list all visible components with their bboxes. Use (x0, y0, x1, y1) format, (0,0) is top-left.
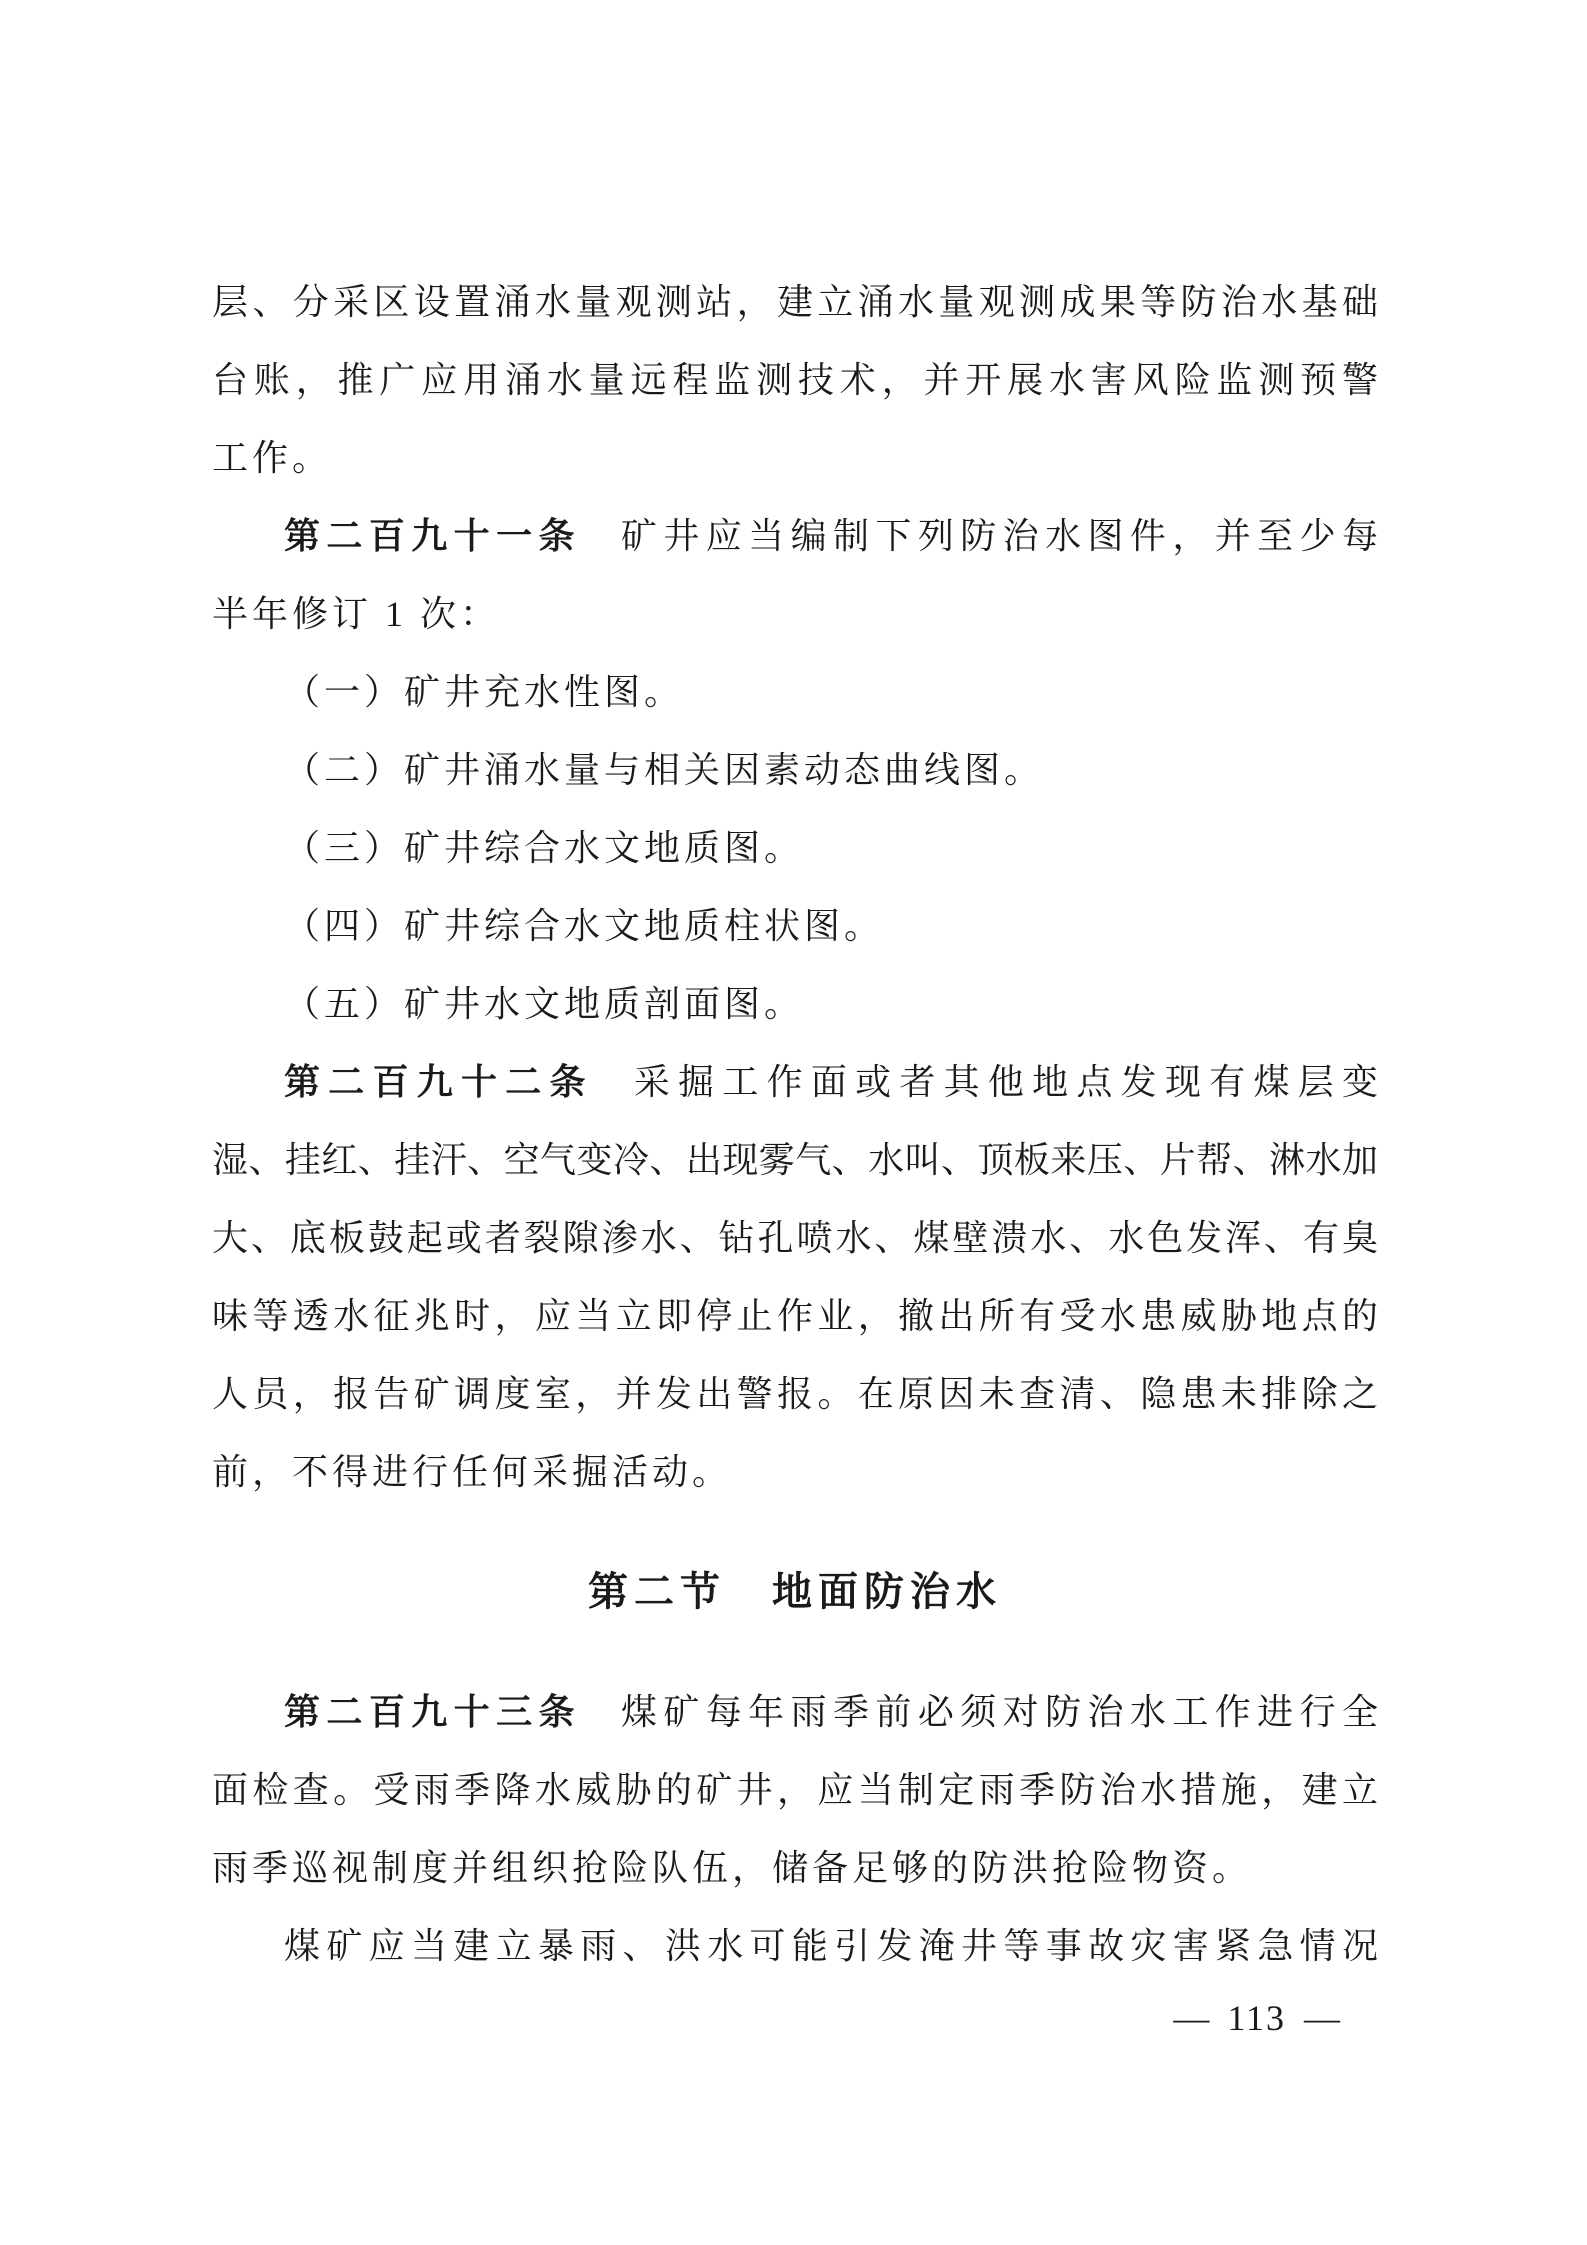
article-292-line-2: 湿、挂红、挂汗、空气变冷、出现雾气、水叫、顶板来压、片帮、淋水加 (212, 1140, 1378, 1180)
article-291-item-4: （四）矿井综合水文地质柱状图。 (284, 906, 885, 946)
article-293-intro-text: 煤矿每年雨季前必须对防治水工作进行全 (620, 1692, 1378, 1732)
paragraph-last-line-1: 煤矿应当建立暴雨、洪水可能引发淹井等事故灾害紧急情况 (284, 1926, 1378, 1966)
article-293-line-3: 雨季巡视制度并组织抢险队伍，储备足够的防洪抢险物资。 (212, 1848, 1253, 1888)
page-footer (1173, 1992, 1340, 2044)
article-291-intro-text: 矿井应当编制下列防治水图件，并至少每 (620, 516, 1378, 556)
page-number: 113 (1227, 1998, 1286, 2038)
article-293-line-2: 面检查。受雨季降水威胁的矿井，应当制定雨季防治水措施，建立 (212, 1770, 1378, 1810)
paragraph-overflow-line-3: 工作。 (212, 438, 333, 478)
paragraph-overflow-line-1: 层、分采区设置涌水量观测站，建立涌水量观测成果等防治水基础 (212, 282, 1378, 322)
article-291-item-2: （二）矿井涌水量与相关因素动态曲线图。 (284, 750, 1045, 790)
article-292-line-4: 味等透水征兆时，应当立即停止作业，撤出所有受水患威胁地点的 (212, 1296, 1378, 1336)
text-column (212, 263, 1378, 1985)
article-291-item-3: （三）矿井综合水文地质图。 (284, 828, 805, 868)
article-291-line-2: 半年修订 1 次： (212, 594, 501, 634)
article-292-line-3: 大、底板鼓起或者裂隙渗水、钻孔喷水、煤壁溃水、水色发浑、有臭 (212, 1218, 1378, 1258)
footer-right-dash: — (1304, 1998, 1340, 2038)
article-293-number: 第二百九十三条 (284, 1691, 581, 1732)
article-292-intro-text: 采掘工作面或者其他地点发现有煤层变 (633, 1062, 1378, 1102)
article-291-item-1: （一）矿井充水性图。 (284, 672, 685, 712)
article-291-item-5: （五）矿井水文地质剖面图。 (284, 984, 805, 1024)
footer-left-dash: — (1173, 1998, 1210, 2038)
article-293-line-1 (212, 1673, 1378, 1751)
article-292-number: 第二百九十二条 (284, 1061, 594, 1102)
article-292-line-1 (212, 1043, 1378, 1121)
article-291-number: 第二百九十一条 (284, 515, 581, 556)
article-291-line-1 (212, 497, 1378, 575)
article-292-line-6: 前，不得进行任何采掘活动。 (212, 1452, 733, 1492)
section-heading: 第二节 地面防治水 (588, 1569, 1002, 1614)
paragraph-overflow-line-2: 台账，推广应用涌水量远程监测技术，并开展水害风险监测预警 (212, 360, 1378, 400)
article-292-line-5: 人员，报告矿调度室，并发出警报。在原因未查清、隐患未排除之 (212, 1374, 1378, 1414)
